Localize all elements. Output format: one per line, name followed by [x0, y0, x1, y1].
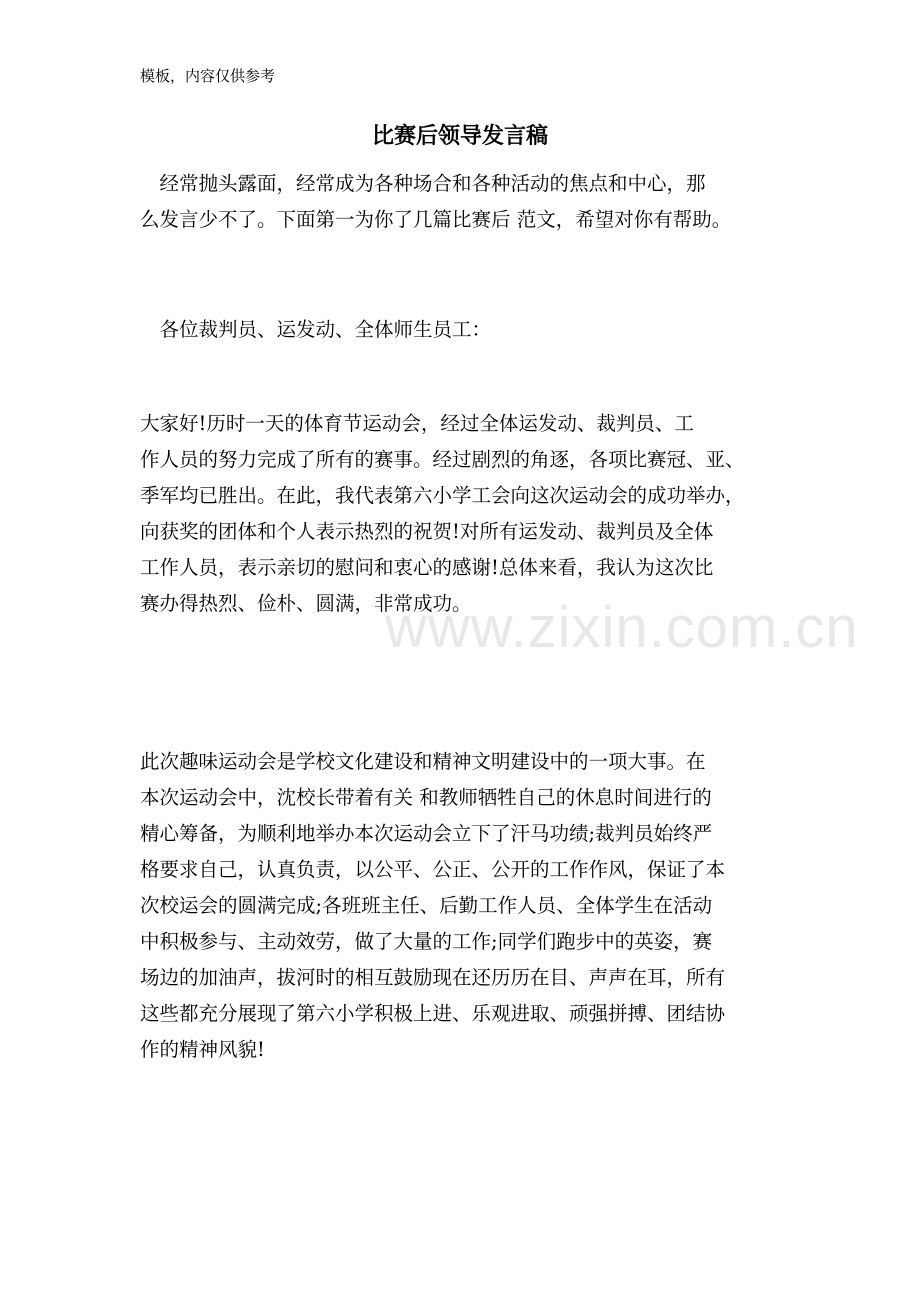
paragraph-line: 此次趣味运动会是学校文化建设和精神文明建设中的一项大事。在 — [140, 750, 706, 773]
paragraph-line: 作的精神风貌! — [140, 1038, 265, 1061]
paragraph-line: 格要求自己，认真负责，以公平、公正、公开的工作作风，保证了本 — [140, 858, 726, 881]
intro-line: 经常抛头露面，经常成为各种场合和各种活动的焦点和中心，那 — [140, 172, 706, 195]
paragraph-2 — [140, 744, 782, 1068]
paragraph-line: 大家好!历时一天的体育节运动会，经过全体运发动、裁判员、工 — [140, 412, 694, 435]
paragraph-line: 向获奖的团体和个人表示热烈的祝贺!对所有运发动、裁判员及全体 — [140, 520, 714, 543]
watermark: www.zixin.com.cn — [385, 595, 859, 660]
intro-paragraph — [140, 166, 782, 238]
intro-line: 么发言少不了。下面第一为你了几篇比赛后 范文，希望对你有帮助。 — [140, 208, 732, 231]
paragraph-line: 赛办得热烈、俭朴、圆满，非常成功。 — [140, 592, 472, 615]
paragraph-line: 本次运动会中，沈校长带着有关 和教师牺牲自己的休息时间进行的 — [140, 786, 712, 809]
paragraph-line: 次校运会的圆满完成;各班班主任、后勤工作人员、全体学生在活动 — [140, 894, 713, 917]
paragraph-line: 工作人员，表示亲切的慰问和衷心的感谢!总体来看，我认为这次比 — [140, 556, 714, 579]
paragraph-line: 季军均已胜出。在此，我代表第六小学工会向这次运动会的成功举办， — [140, 484, 745, 507]
paragraph-line: 作人员的努力完成了所有的赛事。经过剧烈的角逐，各项比赛冠、亚、 — [140, 448, 745, 471]
paragraph-line: 场边的加油声，拔河时的相互鼓励现在还历历在目、声声在耳，所有 — [140, 966, 726, 989]
document-title: 比赛后领导发言稿 — [371, 123, 548, 149]
paragraph-line: 中积极参与、主动效劳，做了大量的工作;同学们跑步中的英姿，赛 — [140, 930, 713, 953]
salutation — [140, 312, 782, 348]
paragraph-line: 精心筹备，为顺利地举办本次运动会立下了汗马功绩;裁判员始终严 — [140, 822, 713, 845]
paragraph-line: 这些都充分展现了第六小学积极上进、乐观进取、顽强拼搏、团结协 — [140, 1002, 726, 1025]
paragraph-1 — [140, 406, 782, 622]
salutation-line: 各位裁判员、运发动、全体师生员工： — [140, 318, 492, 341]
template-note: 模板，内容仅供参考 — [140, 67, 276, 85]
